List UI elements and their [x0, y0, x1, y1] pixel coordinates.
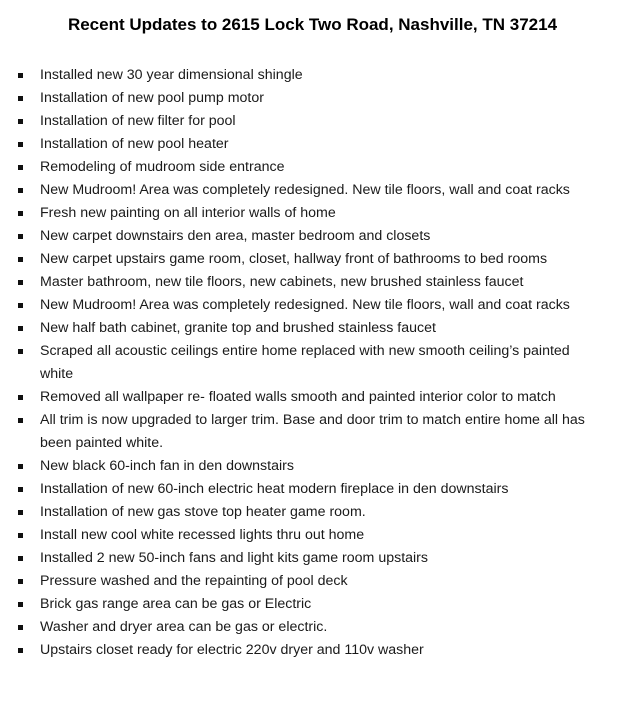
bullet-icon: [18, 625, 23, 630]
bullet-icon: [18, 418, 23, 423]
list-item-text: Installed new 30 year dimensional shingle: [40, 67, 303, 83]
bullet-icon: [18, 257, 23, 262]
list-item-text: Washer and dryer area can be gas or electric.: [40, 619, 328, 635]
list-item: [0, 386, 625, 409]
list-item-text: Scraped all acoustic ceilings entire home replaced with new smooth ceiling’s painted white: [40, 343, 570, 382]
bullet-icon: [18, 349, 23, 354]
list-item: [0, 156, 625, 179]
list-item: [0, 64, 625, 87]
list-item-text: Installation of new pool pump motor: [40, 90, 264, 106]
list-item-text: New Mudroom! Area was completely redesigned. New tile floors, wall and coat racks: [40, 182, 570, 198]
list-item: [0, 202, 625, 225]
list-item: [0, 340, 625, 386]
list-item: [0, 639, 625, 662]
list-item-text: Installation of new filter for pool: [40, 113, 236, 129]
list-item: [0, 225, 625, 248]
list-item-text: Installation of new gas stove top heater game room.: [40, 504, 366, 520]
list-item: [0, 524, 625, 547]
list-item: [0, 409, 625, 455]
list-item-text: New Mudroom! Area was completely redesigned. New tile floors, wall and coat racks: [40, 297, 570, 313]
list-item-text: Remodeling of mudroom side entrance: [40, 159, 285, 175]
list-item: [0, 110, 625, 133]
list-item-text: Fresh new painting on all interior walls of home: [40, 205, 336, 221]
list-item: [0, 248, 625, 271]
list-item-text: New carpet upstairs game room, closet, hallway front of bathrooms to bed rooms: [40, 251, 548, 267]
list-item: [0, 478, 625, 501]
list-item: [0, 271, 625, 294]
list-item-text: New carpet downstairs den area, master bedroom and closets: [40, 228, 431, 244]
list-item-text: Installation of new 60-inch electric heat modern fireplace in den downstairs: [40, 481, 509, 497]
list-item-text: Upstairs closet ready for electric 220v dryer and 110v washer: [40, 642, 424, 658]
list-item: [0, 616, 625, 639]
bullet-icon: [18, 487, 23, 492]
list-item-text: Master bathroom, new tile floors, new cabinets, new brushed stainless faucet: [40, 274, 524, 290]
list-item: [0, 294, 625, 317]
bullet-icon: [18, 73, 23, 78]
bullet-icon: [18, 579, 23, 584]
list-item-text: Installation of new pool heater: [40, 136, 229, 152]
list-item: [0, 133, 625, 156]
bullet-icon: [18, 303, 23, 308]
bullet-icon: [18, 395, 23, 400]
bullet-icon: [18, 602, 23, 607]
list-item-text: New half bath cabinet, granite top and brushed stainless faucet: [40, 320, 436, 336]
bullet-icon: [18, 142, 23, 147]
list-item: [0, 87, 625, 110]
bullet-icon: [18, 648, 23, 653]
bullet-icon: [18, 464, 23, 469]
updates-list: [0, 64, 625, 662]
list-item-text: New black 60-inch fan in den downstairs: [40, 458, 294, 474]
list-item-text: Removed all wallpaper re- floated walls smooth and painted interior color to match: [40, 389, 556, 405]
bullet-icon: [18, 96, 23, 101]
bullet-icon: [18, 326, 23, 331]
list-item: [0, 547, 625, 570]
list-item: [0, 593, 625, 616]
document-title: Recent Updates to 2615 Lock Two Road, Nashville, TN 37214: [67, 15, 558, 34]
bullet-icon: [18, 188, 23, 193]
bullet-icon: [18, 211, 23, 216]
bullet-icon: [18, 119, 23, 124]
list-item-text: Installed 2 new 50-inch fans and light kits game room upstairs: [40, 550, 428, 566]
list-item: [0, 501, 625, 524]
list-item: [0, 455, 625, 478]
list-item: [0, 570, 625, 593]
list-item: [0, 317, 625, 340]
bullet-icon: [18, 280, 23, 285]
list-item: [0, 179, 625, 202]
list-item-text: Install new cool white recessed lights thru out home: [40, 527, 365, 543]
list-item-text: Brick gas range area can be gas or Electric: [40, 596, 312, 612]
bullet-icon: [18, 556, 23, 561]
list-item-text: Pressure washed and the repainting of pool deck: [40, 573, 348, 589]
bullet-icon: [18, 510, 23, 515]
bullet-icon: [18, 533, 23, 538]
bullet-icon: [18, 165, 23, 170]
list-item-text: All trim is now upgraded to larger trim. Base and door trim to match entire home all has been painted white.: [40, 412, 585, 451]
bullet-icon: [18, 234, 23, 239]
